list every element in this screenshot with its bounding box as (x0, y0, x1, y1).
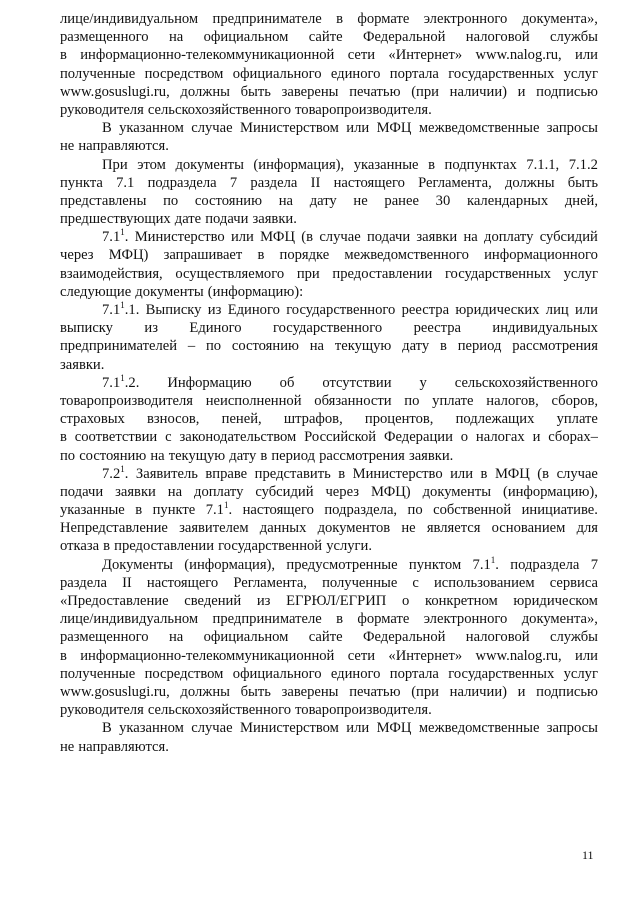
paragraph (60, 374, 598, 465)
text-line: в соответствии с законодательством Российской Федерации о налогах и сборах– (60, 429, 598, 446)
paragraph (60, 228, 598, 301)
text-line: выписку из Единого государственного реестра индивидуальных (60, 320, 598, 337)
paragraph (60, 10, 598, 119)
text-line: взаимодействия, осуществляемого при предоставлении государственных услуг (60, 265, 598, 282)
text-line: указанные в пункте $7.1^1$. настоящего подраздела, по собственной инициативе. (60, 501, 598, 519)
text-line: страховых взносов, пеней, штрафов, процентов, подлежащих уплате (60, 411, 598, 428)
text-line: размещенного на официальном сайте Федеральной налоговой службы (60, 29, 598, 46)
text-line: пункта 7.1 подраздела 7 раздела II настоящего Регламента, должны быть (60, 174, 598, 191)
text-line: «Предоставление сведений из ЕГРЮЛ/ЕГРИП о конкретном юридическом (60, 593, 598, 609)
paragraph (60, 465, 598, 556)
paragraph (60, 719, 598, 755)
text-line: отказа в предоставлении государственной услуги. (60, 538, 373, 555)
text-line: Непредставление заявителем данных документов не является основанием для (60, 520, 598, 537)
text-line: заявки. (60, 356, 105, 373)
text-line: Документы (информация), предусмотренные пунктом $7.1^1$. подраздела 7 (102, 555, 598, 573)
text-line: в информационно-телекоммуникационной сети «Интернет» www.nalog.ru, или (60, 47, 598, 64)
text-line: $7.1^1$. Министерство или МФЦ (в случае подачи заявки на доплату субсидий (102, 228, 598, 246)
text-line: В указанном случае Министерством или МФЦ межведомственные запросы (102, 720, 598, 737)
paragraph (60, 156, 598, 229)
paragraph (60, 556, 598, 720)
text-line: в информационно-телекоммуникационной сети «Интернет» www.nalog.ru, или (60, 647, 598, 664)
page-number: 11 (582, 848, 594, 862)
text-line: www.gosuslugi.ru, должны быть заверены печатью (при наличии) и подписью (60, 83, 598, 100)
text-line: не направляются. (60, 738, 169, 755)
text-line: руководителя сельскохозяйственного товаропроизводителя. (60, 702, 432, 719)
text-line: лице/индивидуальном предпринимателе в формате электронного документа», (60, 11, 598, 27)
text-line: предшествующих дате подачи заявки. (60, 211, 297, 228)
text-line: следующие документы (информацию): (60, 283, 304, 300)
text-line: полученные посредством официального единого портала государственных услуг (60, 665, 598, 682)
text-line: $7.1^1.1$. Выписку из Единого государственного реестра юридических лиц или (102, 301, 598, 318)
text-line: руководителя сельскохозяйственного товаропроизводителя. (60, 101, 432, 118)
text-line: размещенного на официальном сайте Федеральной налоговой службы (60, 629, 598, 646)
text-line: В указанном случае Министерством или МФЦ межведомственные запросы (102, 120, 598, 137)
text-line: раздела II настоящего Регламента, полученные с использованием сервиса (60, 574, 598, 591)
paragraph (60, 119, 598, 155)
text-line: через МФЦ) запрашивает в порядке межведомственного информационного (60, 247, 598, 264)
text-line: полученные посредством официального единого портала государственных услуг (60, 65, 598, 82)
paragraph (60, 301, 598, 374)
text-line: по состоянию на текущую дату в период рассмотрения заявки. (60, 447, 454, 464)
text-line: представлены по состоянию на дату не ранее 30 календарных дней, (60, 192, 598, 209)
text-line: предпринимателей – по состоянию на текущую дату в период рассмотрения (60, 338, 598, 355)
text-line: $7.1^1.2$. Информацию об отсутствии у сельскохозяйственного (102, 373, 598, 391)
text-line: $7.2^1$. Заявитель вправе представить в Министерство или в МФЦ (в случае (102, 464, 598, 482)
text-line: www.gosuslugi.ru, должны быть заверены печатью (при наличии) и подписью (60, 683, 598, 700)
text-line: лице/индивидуальном предпринимателе в формате электронного документа», (60, 611, 598, 628)
text-line: подачи заявки на доплату субсидий через МФЦ) документы (информацию), (60, 483, 598, 500)
text-line: товаропроизводителя неисполненной обязанности по уплате налогов, сборов, (60, 392, 598, 409)
document-body (60, 10, 598, 756)
text-line: При этом документы (информация), указанные в подпунктах 7.1.1, 7.1.2 (102, 156, 598, 173)
text-line: не направляются. (60, 138, 169, 155)
